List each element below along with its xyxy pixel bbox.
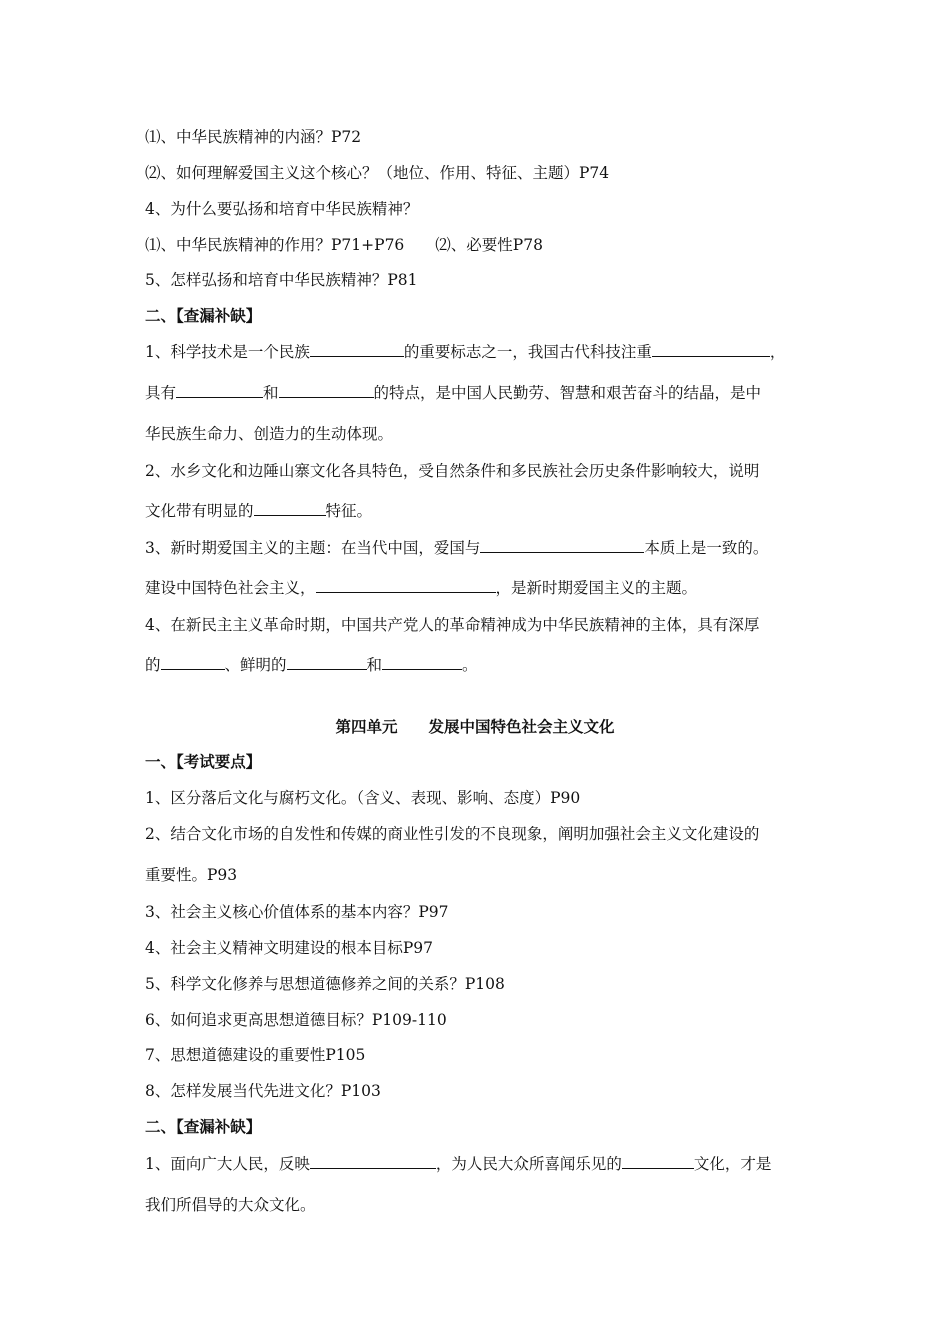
fill-question-3-line-1 [145,538,768,558]
fill-question-1-line-3: 华民族生命力、创造力的生动体现。 [145,425,394,443]
answer-blank[interactable] [652,342,770,357]
fill-question-4-line-2 [145,655,478,675]
list-item: 5、怎样弘扬和培育中华民族精神？P81 [145,271,418,289]
question-text: 1、面向广大人民，反映 [145,1155,310,1173]
question-text: ， [769,343,786,361]
question-text: 。 [462,656,478,674]
question-text: 的重要标志之一，我国古代科技注重 [403,343,652,361]
fill-question-2-line-2 [145,501,372,521]
list-item: 重要性。P93 [145,866,238,884]
fill-question-2-line-1: 2、水乡文化和边陲山寨文化各具特色，受自然条件和多民族社会历史条件影响较大，说明 [145,462,760,480]
list-item: 3、社会主义核心价值体系的基本内容？P97 [145,903,449,921]
question-text: 特征。 [325,502,373,520]
list-item: 5、科学文化修养与思想道德修养之间的关系？P108 [145,975,505,993]
list-item: ⑵、如何理解爱国主义这个核心？（地位、作用、特征、主题）P74 [145,164,610,182]
list-item: 6、如何追求更高思想道德目标？P109-110 [145,1011,447,1029]
question-text: 具有 [145,384,177,402]
answer-blank[interactable] [161,655,225,670]
section-heading: 一、【考试要点】 [145,752,262,771]
question-text: 1、科学技术是一个民族 [145,343,310,361]
question-text: ，是新时期爱国主义的主题。 [495,579,698,597]
fill-question-1-line-1 [145,342,785,362]
list-item: 8、怎样发展当代先进文化？P103 [145,1082,381,1100]
question-text: ，为人民大众所喜闻乐见的 [435,1155,622,1173]
fill-question-1-line-1 [145,1154,771,1174]
fill-question-1-line-2: 我们所倡导的大众文化。 [145,1196,316,1214]
list-item: 1、区分落后文化与腐朽文化。（含义、表现、影响、态度）P90 [145,789,581,807]
section-heading: 二、【查漏补缺】 [145,306,262,325]
list-item: 4、为什么要弘扬和培育中华民族精神？ [145,200,419,218]
answer-blank[interactable] [310,1154,436,1169]
unit-title: 第四单元 发展中国特色社会主义文化 [335,717,615,736]
list-item: ⑴、中华民族精神的作用？P71+P76 ⑵、必要性P78 [145,236,543,254]
answer-blank[interactable] [279,383,374,398]
question-text: 3、新时期爱国主义的主题：在当代中国，爱国与 [145,539,481,557]
question-text: 、鲜明的 [224,656,287,674]
fill-question-1-line-2 [145,383,761,403]
question-text: 和 [263,384,279,402]
list-item: 7、思想道德建设的重要性P105 [145,1046,366,1064]
question-text: 建设中国特色社会主义， [145,579,316,597]
list-item: 2、结合文化市场的自发性和传媒的商业性引发的不良现象，阐明加强社会主义文化建设的 [145,825,760,843]
question-text: 的 [145,656,161,674]
section-heading: 二、【查漏补缺】 [145,1117,262,1136]
answer-blank[interactable] [254,501,326,516]
fill-question-3-line-2 [145,578,697,598]
question-text: 本质上是一致的。 [644,539,769,557]
fill-question-4-line-1: 4、在新民主主义革命时期，中国共产党人的革命精神成为中华民族精神的主体，具有深厚 [145,616,760,634]
question-text: 和 [366,656,383,674]
answer-blank[interactable] [480,538,644,553]
answer-blank[interactable] [176,383,263,398]
answer-blank[interactable] [622,1154,694,1169]
list-item: ⑴、中华民族精神的内涵？P72 [145,128,362,146]
answer-blank[interactable] [316,578,496,593]
question-text: 文化，才是 [693,1155,772,1173]
answer-blank[interactable] [287,655,367,670]
answer-blank[interactable] [382,655,462,670]
answer-blank[interactable] [310,342,404,357]
question-text: 的特点，是中国人民勤劳、智慧和艰苦奋斗的结晶，是中 [373,384,762,402]
question-text: 文化带有明显的 [145,502,254,520]
list-item: 4、社会主义精神文明建设的根本目标P97 [145,939,434,957]
